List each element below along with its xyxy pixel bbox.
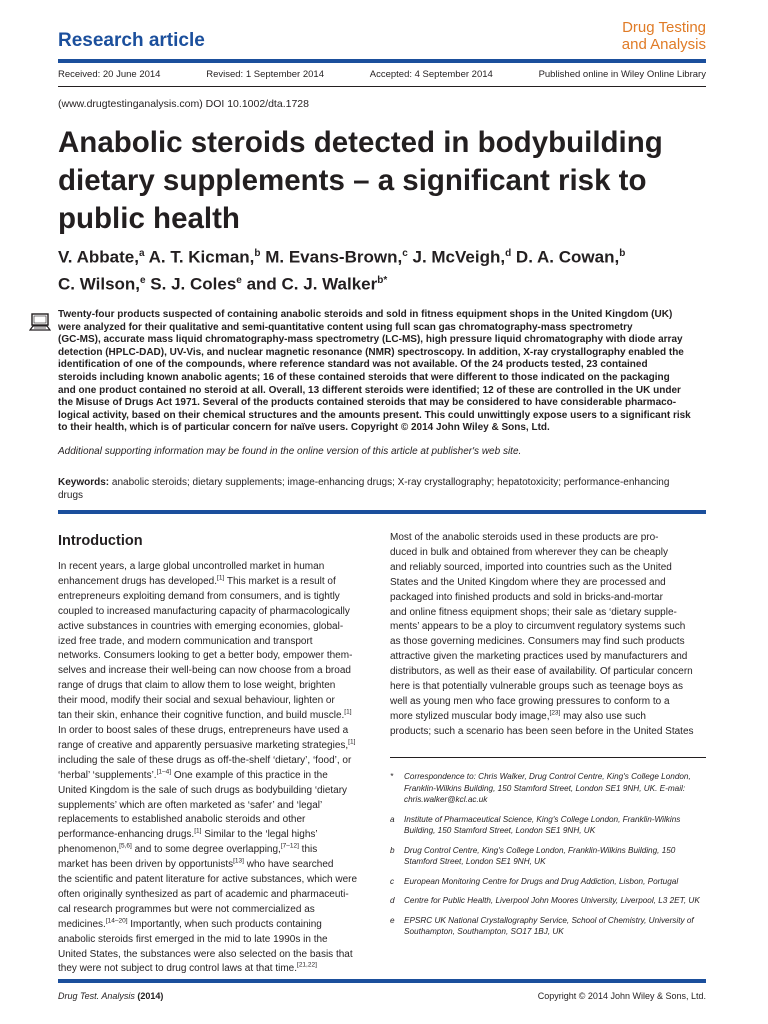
line-text: here is that potentially vulnerable groups such as teenage boys as xyxy=(390,681,683,693)
text-line xyxy=(58,724,376,739)
footnote-line: Stamford Street, London SE1 9NH, UK xyxy=(404,857,546,866)
author-affil: e xyxy=(140,274,146,286)
keywords-label: Keywords: xyxy=(58,477,110,488)
footnote-rule xyxy=(390,757,706,758)
article-type-label: Research article xyxy=(58,30,205,51)
abstract-line: identification of one of the compounds, where reference standard was not available. Of the 24 products tested, 23 contained xyxy=(58,359,648,371)
line-text: duced in bulk and obtained from wherever they can be cheaply xyxy=(390,546,668,558)
author-affil: a xyxy=(138,248,145,259)
line-text: range of drugs that claim to allow them to lose weight, brighten xyxy=(58,680,336,692)
footer-year: (2014) xyxy=(137,991,164,1001)
line-text: this xyxy=(298,844,318,856)
supplementary-note xyxy=(58,446,521,457)
line-text: they were not subject to drug control laws at that time. xyxy=(58,963,298,975)
line-text: phenomenon, xyxy=(58,844,120,856)
line-text: supplements’ which are often marketed as ‘safer’ and ‘legal’ xyxy=(58,799,323,811)
abstract xyxy=(58,309,708,435)
line-text: ‘herbal’ ‘supplements’. xyxy=(58,769,157,781)
author-line-2 xyxy=(58,269,708,296)
line-text: including the sale of these drugs as off-the-shelf ‘dietary’, ‘food’, or xyxy=(58,754,352,766)
line-text: ized free trade, and modern communication and transport xyxy=(58,635,313,647)
text-line xyxy=(58,843,376,858)
author-list xyxy=(58,242,708,295)
footnote-line: European Monitoring Centre for Drugs and Drug Addiction, Lisbon, Portugal xyxy=(404,876,679,886)
line-text: the scientific and patent literature for active substances, which were xyxy=(58,874,358,886)
line-text: market has been driven by opportunists xyxy=(58,859,234,871)
line-text: Most of the anabolic steroids used in these products are pro- xyxy=(390,532,659,543)
citation-ref: [21,22] xyxy=(297,962,317,970)
line-text: may also use such xyxy=(560,710,646,722)
section-rule xyxy=(58,510,706,514)
citation-ref: [23] xyxy=(549,709,561,717)
line-text: often originally synthesized as part of academic and pharmaceuti- xyxy=(58,888,349,900)
journal-name-line2: and Analysis xyxy=(621,36,706,53)
text-line xyxy=(58,813,376,828)
right-column-text xyxy=(390,531,708,740)
doi-line[interactable]: (www.drugtestinganalysis.com) DOI 10.1002/dta.1728 xyxy=(58,98,309,110)
author-affil: d xyxy=(505,248,512,259)
text-line xyxy=(390,725,708,740)
keywords-list: anabolic steroids; dietary supplements; image-enhancing drugs; X-ray crystallography; hepatotoxicity; performance-enhancing xyxy=(109,477,670,488)
received-date: Received: 20 June 2014 xyxy=(58,69,161,80)
line-text: Similar to the ‘legal highs’ xyxy=(201,829,318,841)
line-text: more stylized muscular body image, xyxy=(390,710,550,722)
text-line xyxy=(58,828,376,843)
text-line xyxy=(390,561,708,576)
text-line xyxy=(58,918,376,933)
abstract-line: and one product contained no steroid at all. Overall, 13 different steroids were identified; 12 of these are controlled in the UK under xyxy=(58,384,681,396)
footer-journal: Drug Test. Analysis xyxy=(58,991,135,1001)
line-text: and to some degree overlapping, xyxy=(131,844,281,856)
footnote-line: EPSRC UK National Crystallography Service, School of Chemistry, University of xyxy=(404,915,694,925)
abstract-line: the Misuse of Drugs Act 1971. Several of the products contained steroids that may be considered to have considerable pharmaco- xyxy=(58,397,677,409)
journal-name-line1: Drug Testing xyxy=(622,19,706,36)
line-text: their mood, modify their social and sexual behaviour, lighten or xyxy=(58,695,335,707)
citation-ref: [1–4] xyxy=(156,768,172,776)
title-line: Anabolic steroids detected in bodybuilding xyxy=(58,126,663,159)
author-name: D. A. Cowan, xyxy=(511,247,620,267)
footnote-mark: c xyxy=(390,876,395,886)
author-name: S. J. Coles xyxy=(145,274,237,294)
text-line xyxy=(58,873,376,888)
footnote-line: Southampton, Southampton, SO17 1BJ, UK xyxy=(404,927,564,936)
left-column-text xyxy=(58,560,376,977)
author-name: and C. J. Walker xyxy=(241,274,378,294)
title-line: dietary supplements – a significant risk to xyxy=(58,164,647,197)
line-text: active substances in countries with emerging economies, global- xyxy=(58,620,344,632)
dates-row xyxy=(58,69,706,80)
footnote xyxy=(390,895,708,907)
footnote-text xyxy=(404,876,678,888)
line-text: Importantly, when such products containing xyxy=(127,918,322,930)
text-line xyxy=(58,888,376,903)
line-text: and reliably sourced, imported into countries such as the United xyxy=(390,561,672,573)
citation-ref: [1] xyxy=(194,827,202,835)
abstract-line: Twenty-four products suspected of containing anabolic steroids and sold in fitness equipment shops in the United Kingdom (UK) xyxy=(58,309,673,320)
author-name: V. Abbate, xyxy=(58,247,139,267)
footer-copyright: Copyright © 2014 John Wiley & Sons, Ltd. xyxy=(537,991,706,1001)
footnote xyxy=(390,876,708,888)
line-text: and online fitness equipment shops; their sale as ‘dietary supple- xyxy=(390,606,677,618)
text-line xyxy=(58,709,376,724)
line-text: medicines. xyxy=(58,918,106,930)
author-affil: b xyxy=(619,248,626,259)
header-rule xyxy=(58,59,706,63)
text-line xyxy=(390,576,708,591)
line-text: performance-enhancing drugs. xyxy=(58,829,195,841)
citation-ref: [1] xyxy=(217,574,225,582)
footnote-mark: b xyxy=(390,845,395,855)
line-text: products; such a scenario has been seen before in the United States xyxy=(390,725,694,737)
footnote-line: Centre for Public Health, Liverpool John Moores University, Liverpool, L3 2ET, UK xyxy=(404,896,700,905)
line-text: enhancement drugs has developed. xyxy=(58,575,218,587)
abstract-line: were analyzed for their qualitative and semi-quantitative content using full scan gas chromatography-mass spectrometry xyxy=(58,321,633,333)
author-affil: c xyxy=(402,248,408,259)
text-line xyxy=(58,575,376,590)
line-text: networks. Consumers looking to get a better body, empower them- xyxy=(58,650,353,662)
keywords-line xyxy=(58,476,669,489)
published-note: Published online in Wiley Online Library xyxy=(538,69,706,80)
line-text: selves and increase their well-being can now choose from a broad xyxy=(58,665,351,677)
computer-icon xyxy=(29,313,51,333)
author-line-1 xyxy=(58,242,708,269)
line-text: range of creative and apparently persuasive marketing strategies, xyxy=(58,739,349,751)
text-line xyxy=(58,664,376,679)
text-line xyxy=(58,560,376,575)
author-name: J. McVeigh, xyxy=(407,247,506,267)
text-line xyxy=(58,679,376,694)
text-line xyxy=(390,635,708,650)
text-line xyxy=(58,739,376,754)
line-text: entrepreneurs exploiting demand from consumers, and is tightly xyxy=(58,590,340,602)
footer-citation xyxy=(58,991,163,1001)
text-line xyxy=(390,680,708,695)
article-title xyxy=(58,124,708,238)
footnote-line: Correspondence to: Chris Walker, Drug Control Centre, King's College London, xyxy=(404,772,691,781)
author-affil: b* xyxy=(377,274,388,286)
text-line xyxy=(58,590,376,605)
text-line xyxy=(390,546,708,561)
text-line xyxy=(390,665,708,680)
citation-ref: [1] xyxy=(348,738,356,746)
author-name: M. Evans-Brown, xyxy=(260,247,403,267)
footnote-line: Institute of Pharmaceutical Science, King's College London, Franklin-Wilkins xyxy=(404,814,681,824)
line-text: ments’ appears to be a ploy to circumvent regulatory systems such xyxy=(390,621,686,633)
abstract-line: (GC-MS), accurate mass liquid chromatography-mass spectrometry (LC-MS), high pressure liquid chromatography with diode array xyxy=(58,334,683,346)
text-line xyxy=(58,858,376,873)
text-line xyxy=(390,695,708,710)
text-line xyxy=(58,903,376,918)
footnote-mark: a xyxy=(390,814,395,824)
footnote-text xyxy=(404,814,680,837)
section-heading-introduction: Introduction xyxy=(58,533,143,549)
keywords xyxy=(58,476,669,502)
supplementary-text: Additional supporting information may be found in the online version of this article at publisher's web site. xyxy=(58,446,522,457)
line-text: as those governing medicines. Consumers may find such products xyxy=(390,636,685,648)
line-text: attractive given the marketing practices used by manufacturers and xyxy=(390,651,688,663)
footnote-text xyxy=(404,771,691,806)
footnote xyxy=(390,845,708,868)
citation-ref: [13] xyxy=(233,857,244,865)
footnote-line: Drug Control Centre, King's College London, Franklin-Wilkins Building, 150 xyxy=(404,845,676,855)
line-text: United Kingdom is the sale of such drugs as bodybuilding ‘dietary xyxy=(58,784,348,796)
text-line xyxy=(58,933,376,948)
text-line xyxy=(58,649,376,664)
line-text: States and the United Kingdom where they are processed and xyxy=(390,576,666,588)
text-line xyxy=(390,710,708,725)
line-text: One example of this practice in the xyxy=(171,769,328,781)
footnote-line: chris.walker@kcl.ac.uk xyxy=(404,795,488,804)
line-text: cal research programmes but were not commercialized as xyxy=(58,903,315,915)
revised-date: Revised: 1 September 2014 xyxy=(206,69,324,80)
line-text: replacements to established anabolic steroids and other xyxy=(58,814,306,826)
journal-name xyxy=(546,19,706,53)
line-text: who have searched xyxy=(243,859,334,871)
footnote-text xyxy=(404,895,700,907)
text-line xyxy=(58,948,376,963)
text-line xyxy=(390,606,708,621)
text-line xyxy=(58,754,376,769)
author-name: A. T. Kicman, xyxy=(144,247,255,267)
text-line xyxy=(58,620,376,635)
text-line xyxy=(390,591,708,606)
footnote-mark: e xyxy=(390,915,395,925)
footnote xyxy=(390,915,708,938)
line-text: This market is a result of xyxy=(224,575,336,587)
citation-ref: [5,6] xyxy=(119,842,132,850)
text-line xyxy=(58,769,376,784)
footnote xyxy=(390,771,708,806)
footnote-text xyxy=(404,915,694,938)
dates-rule xyxy=(58,86,706,87)
abstract-line: detection (HPLC-DAD), UV-Vis, and nuclear magnetic resonance (NMR) spectroscopy. In addition, X-ray crystallography enabled the xyxy=(58,346,684,358)
line-text: In recent years, a large global uncontrolled market in human xyxy=(58,561,325,572)
text-line xyxy=(390,620,708,635)
abstract-line: logical activity, based on their chemical structures and the amounts present. This could unwittingly expose users to a significant risk xyxy=(58,409,691,421)
footnote-line: Franklin-Wilkins Building, 150 Stamford Street, London SE1 9NH, UK. E-mail: xyxy=(404,783,686,793)
line-text: In order to boost sales of these drugs, entrepreneurs have used a xyxy=(58,724,349,736)
line-text: well as young men who face growing pressures to conform to a xyxy=(390,695,670,707)
line-text: distributors, as well as their ease of availability. Of particular concern xyxy=(390,666,693,678)
author-affil: e xyxy=(236,274,242,286)
footnote-mark: * xyxy=(390,772,394,781)
footnote-mark: d xyxy=(390,896,395,905)
author-affil: b xyxy=(254,248,261,259)
citation-ref: [14–20] xyxy=(105,917,128,925)
line-text: packaged into finished products and sold in bricks-and-mortar xyxy=(390,591,663,603)
title-line: public health xyxy=(58,202,240,235)
line-text: coupled to increased manufacturing capacity of pharmacologically xyxy=(58,605,350,617)
text-line xyxy=(390,531,708,546)
text-line xyxy=(58,635,376,650)
line-text: anabolic steroids first emerged in the mid to late 1990s in the xyxy=(58,933,328,945)
line-text: United States, the substances were also selected on the basis that xyxy=(58,948,353,960)
footnote xyxy=(390,814,708,837)
text-line xyxy=(58,784,376,799)
footer-rule xyxy=(58,979,706,983)
abstract-line: steroids including known anabolic agents; 16 of these contained steroids that were different to those indicated on the packaging xyxy=(58,371,670,383)
author-name: C. Wilson, xyxy=(58,274,141,294)
text-line xyxy=(58,799,376,814)
text-line xyxy=(58,605,376,620)
footnote-text xyxy=(404,845,675,868)
accepted-date: Accepted: 4 September 2014 xyxy=(369,69,493,80)
citation-ref: [1] xyxy=(344,708,352,716)
citation-ref: [7–12] xyxy=(280,842,299,850)
line-text: tan their skin, enhance their cognitive function, and build muscle. xyxy=(58,710,345,722)
abstract-line: to their health, which is of particular concern for naïve users. Copyright © 2014 John Wiley & Sons, Ltd. xyxy=(58,422,550,434)
footnote-line: Building, 150 Stamford Street, London SE1 9NH, UK xyxy=(404,826,596,835)
keywords-line: drugs xyxy=(58,490,84,501)
text-line xyxy=(390,650,708,665)
text-line xyxy=(58,962,376,977)
footnotes xyxy=(390,771,708,946)
text-line xyxy=(58,694,376,709)
